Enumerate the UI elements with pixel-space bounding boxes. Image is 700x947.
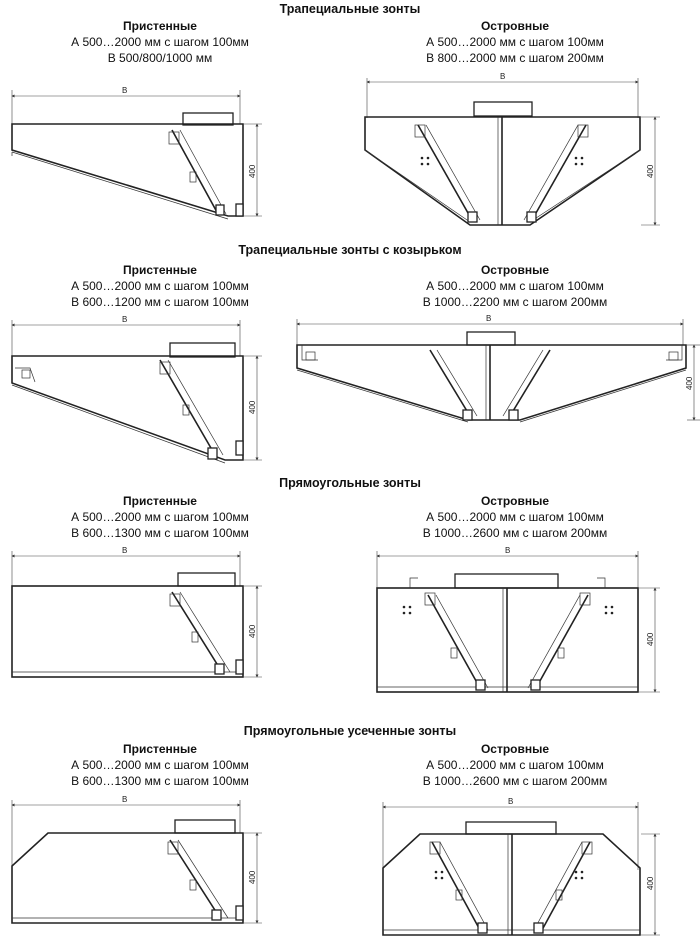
s1-left-line1: А 500…2000 мм с шагом 100мм bbox=[71, 35, 249, 49]
s1-right-width-label: В bbox=[500, 72, 506, 81]
s1-right-line1: А 500…2000 мм с шагом 100мм bbox=[426, 35, 604, 49]
s2-left-line1: А 500…2000 мм с шагом 100мм bbox=[71, 279, 249, 293]
s1-left-heading: Пристенные bbox=[123, 19, 197, 33]
section-3-title: Прямоугольные зонты bbox=[279, 476, 421, 490]
s3-left-height-label: 400 bbox=[248, 624, 257, 638]
s1-left-line2: В 500/800/1000 мм bbox=[107, 51, 213, 65]
s1-island-trapezoid-hood bbox=[365, 72, 660, 225]
s4-right-line1: А 500…2000 мм с шагом 100мм bbox=[426, 758, 604, 772]
section-2-title: Трапециальные зонты с козырьком bbox=[238, 243, 462, 257]
s4-wall-truncated-hood bbox=[12, 795, 262, 923]
s3-right-line2: В 1000…2600 мм с шагом 200мм bbox=[422, 526, 608, 540]
s4-left-width-label: В bbox=[122, 795, 128, 804]
s3-right-heading: Островные bbox=[480, 494, 550, 508]
s4-right-height-label: 400 bbox=[646, 876, 655, 890]
s4-left-line1: А 500…2000 мм с шагом 100мм bbox=[71, 758, 249, 772]
s4-right-width-label: В bbox=[508, 797, 514, 806]
s2-right-width-label: В bbox=[486, 314, 492, 323]
s3-left-heading: Пристенные bbox=[123, 494, 197, 508]
s4-island-truncated-hood bbox=[383, 797, 660, 935]
section-1-title: Трапециальные зонты bbox=[279, 2, 421, 16]
s1-right-heading: Островные bbox=[480, 19, 550, 33]
s1-wall-trapezoid-hood bbox=[12, 86, 262, 219]
s4-left-heading: Пристенные bbox=[123, 742, 197, 756]
s1-right-height-label: 400 bbox=[646, 164, 655, 178]
s1-right-line2: В 800…2000 мм с шагом 200мм bbox=[426, 51, 604, 65]
section-4-title: Прямоугольные усеченные зонты bbox=[243, 724, 457, 738]
s2-island-trapezoid-visor-hood bbox=[297, 314, 700, 422]
s3-left-line2: В 600…1300 мм с шагом 100мм bbox=[71, 526, 249, 540]
s4-left-line2: В 600…1300 мм с шагом 100мм bbox=[71, 774, 249, 788]
s4-right-heading: Островные bbox=[480, 742, 550, 756]
s3-right-height-label: 400 bbox=[646, 632, 655, 646]
s1-left-width-label: В bbox=[122, 86, 128, 95]
s3-right-width-label: В bbox=[505, 546, 511, 555]
s2-right-line1: А 500…2000 мм с шагом 100мм bbox=[426, 279, 604, 293]
s2-left-height-label: 400 bbox=[248, 400, 257, 414]
s3-island-rectangular-hood bbox=[377, 546, 660, 692]
s2-left-line2: В 600…1200 мм с шагом 100мм bbox=[71, 295, 249, 309]
s3-left-line1: А 500…2000 мм с шагом 100мм bbox=[71, 510, 249, 524]
s1-left-height-label: 400 bbox=[248, 164, 257, 178]
s2-right-heading: Островные bbox=[480, 263, 550, 277]
s3-left-width-label: В bbox=[122, 546, 128, 555]
s2-right-height-label: 400 bbox=[685, 376, 694, 390]
s2-wall-trapezoid-visor-hood bbox=[12, 315, 262, 463]
s2-left-heading: Пристенные bbox=[123, 263, 197, 277]
s2-right-line2: В 1000…2200 мм с шагом 200мм bbox=[422, 295, 608, 309]
s4-right-line2: В 1000…2600 мм с шагом 200мм bbox=[422, 774, 608, 788]
s3-wall-rectangular-hood bbox=[12, 546, 262, 677]
s3-right-line1: А 500…2000 мм с шагом 100мм bbox=[426, 510, 604, 524]
s4-left-height-label: 400 bbox=[248, 870, 257, 884]
s2-left-width-label: В bbox=[122, 315, 128, 324]
